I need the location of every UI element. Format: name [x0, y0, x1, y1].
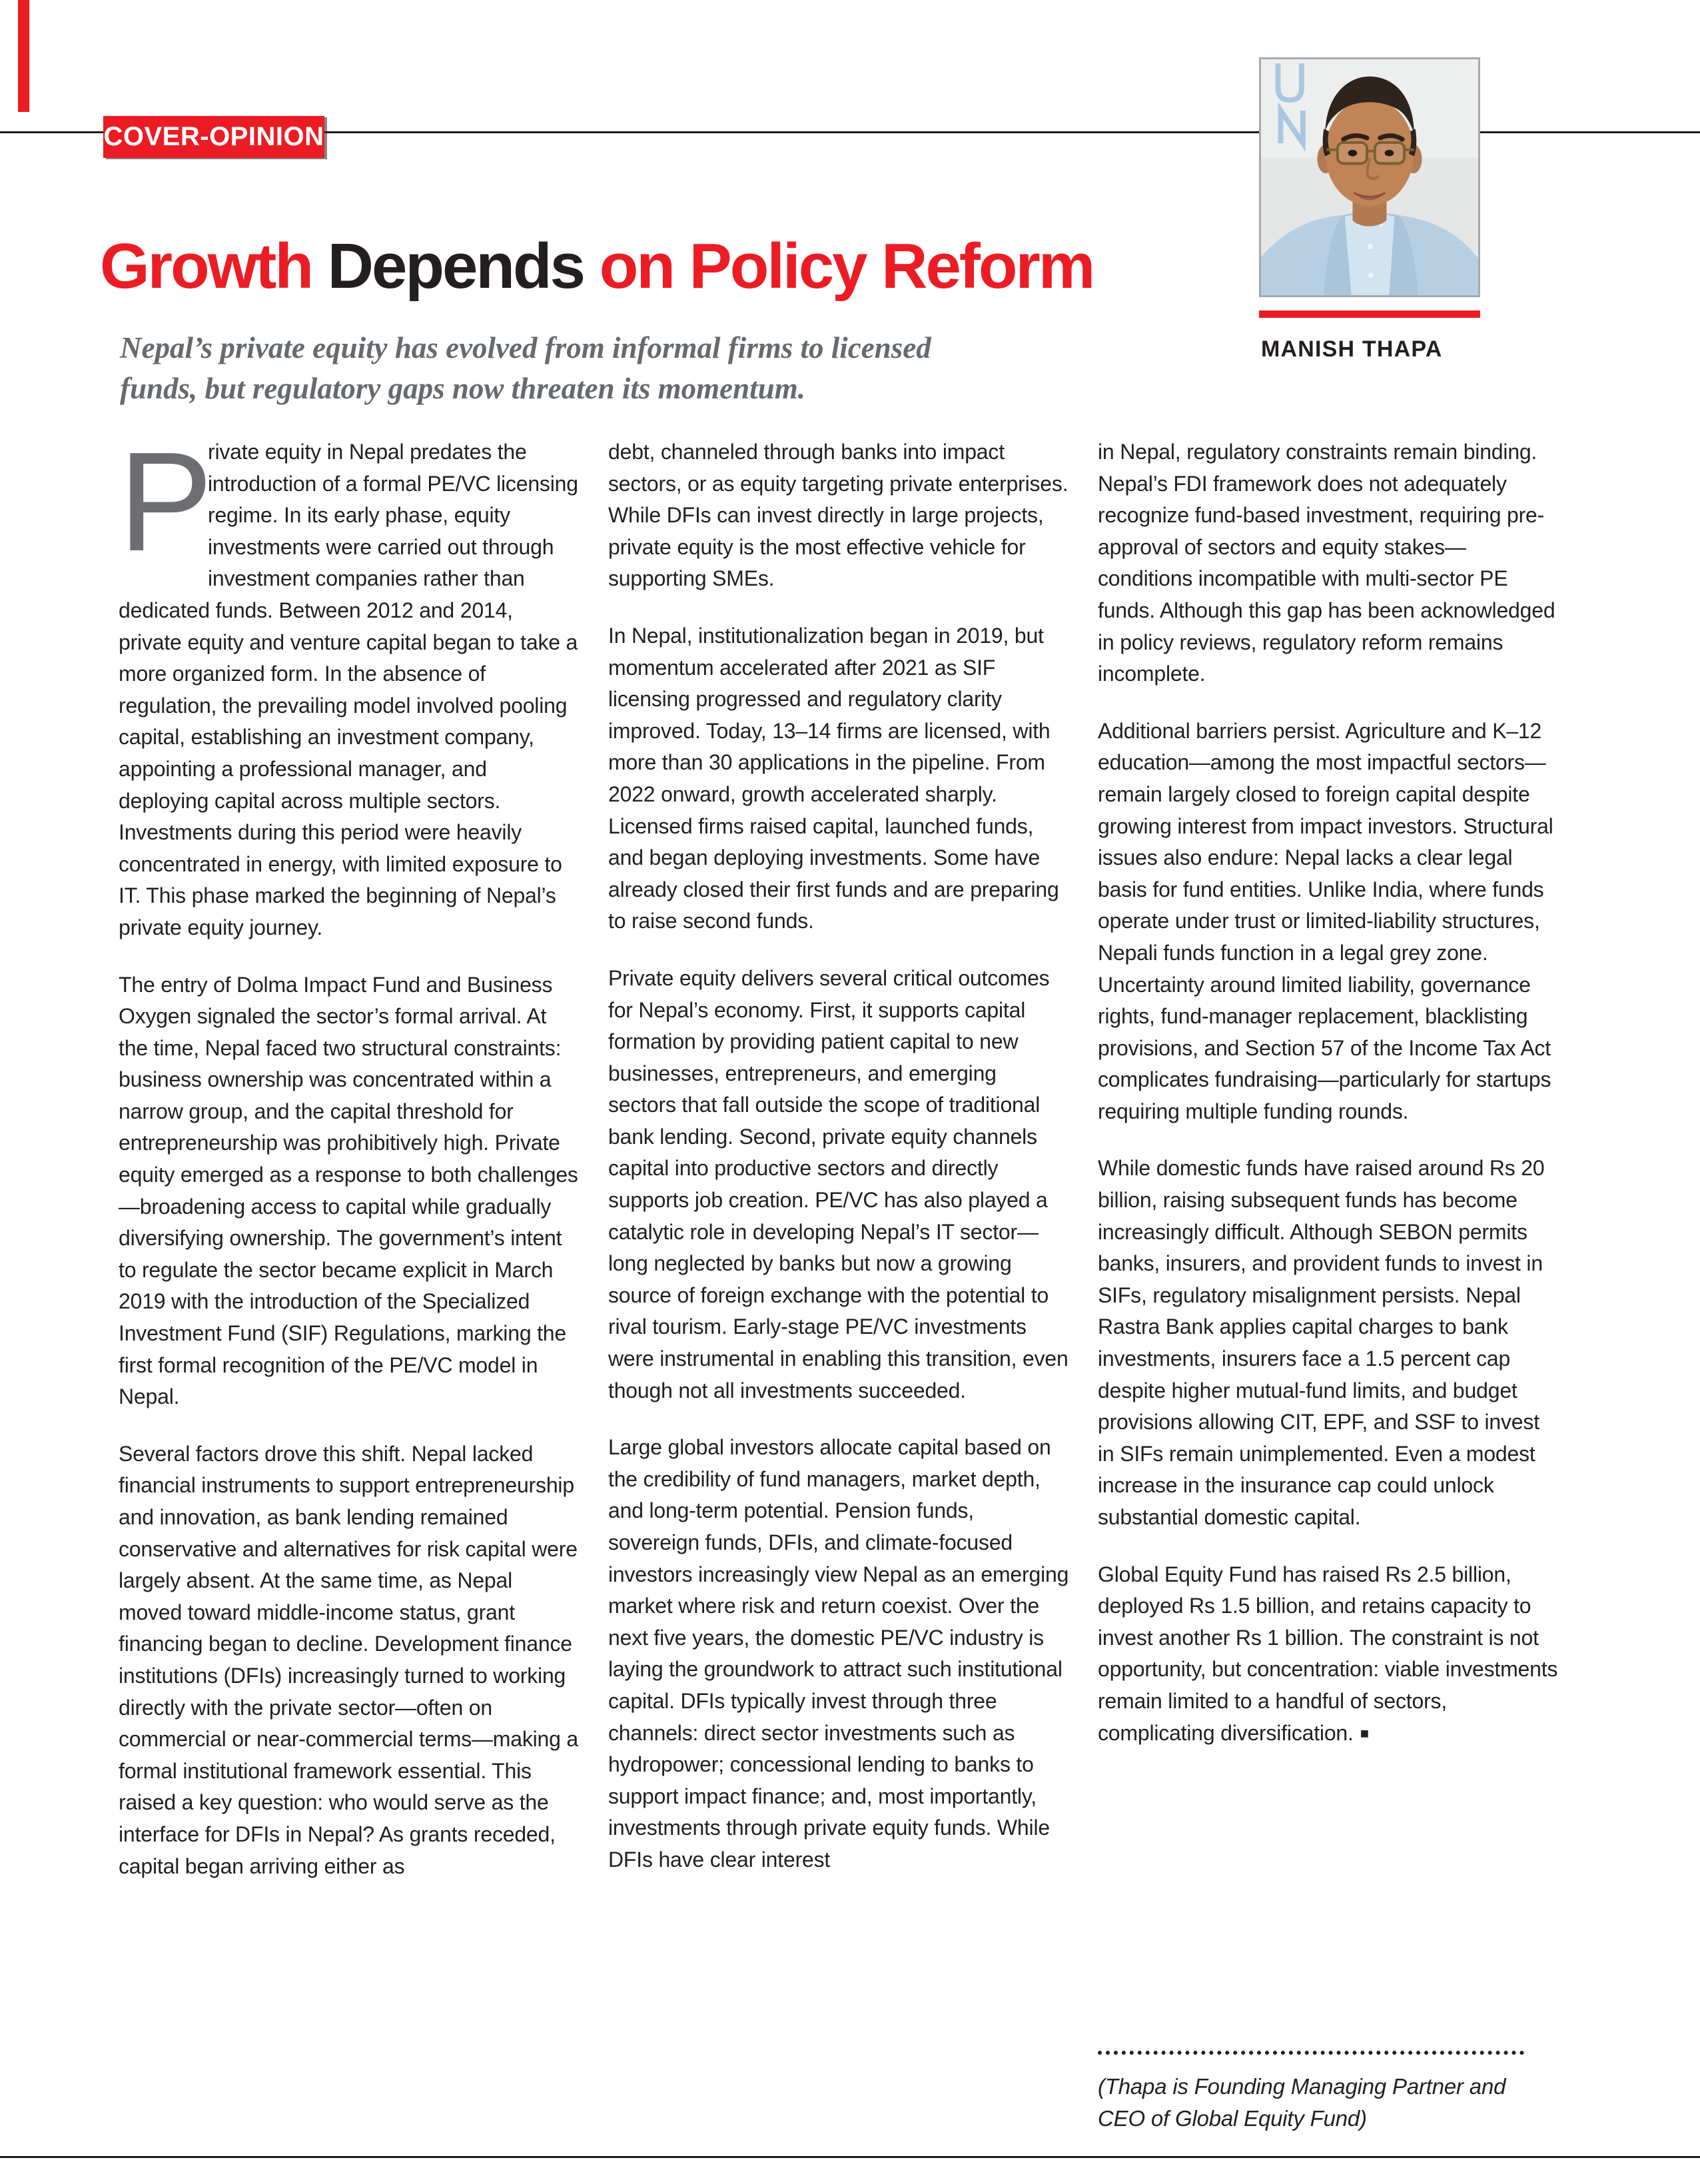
author-name: MANISH THAPA — [1261, 336, 1443, 362]
section-badge-label: COVER-OPINION — [103, 122, 324, 151]
article-column-2 — [608, 436, 1069, 1876]
paragraph-text: Global Equity Fund has raised Rs 2.5 billion, deployed Rs 1.5 billion, and retains capacity to invest another Rs 1 billion. The constraint is not opportunity, but concentration: viable investments remain limited to a handful of sectors, complicating diversification. — [1098, 1562, 1558, 1745]
section-badge — [103, 116, 324, 158]
title-part-2: Depends — [327, 231, 584, 302]
photo-underline-bar — [1259, 310, 1480, 318]
paragraph — [119, 422, 580, 944]
footer-rule — [0, 2156, 1700, 2158]
paragraph — [1098, 1559, 1559, 1750]
subtitle-line-1: Nepal’s private equity has evolved from informal firms to licensed — [120, 331, 931, 364]
end-of-article-mark: ■ — [1360, 1724, 1369, 1742]
article-column-3 — [1098, 436, 1559, 1749]
page-edge-accent-bar — [18, 0, 29, 112]
subtitle-line-2: funds, but regulatory gaps now threaten its momentum. — [120, 372, 805, 405]
article-column-1 — [119, 422, 580, 1882]
author-footnote: (Thapa is Founding Managing Partner and CEO of Global Equity Fund) — [1098, 2074, 1506, 2131]
paragraph: The entry of Dolma Impact Fund and Business Oxygen signaled the sector’s formal arrival. At the time, Nepal faced two structural constraints: business ownership was concentrated within a narrow group, and the capital threshold for entrepreneurship was prohibitively high. Private equity emerged as a response to both challenges—broadening access to capital while gradually diversifying ownership. The government’s intent to regulate the sector became explicit in March 2019 with the introduction of the Specialized Investment Fund (SIF) Regulations, marking the first formal recognition of the PE/VC model in Nepal. — [119, 972, 578, 1409]
author-portrait-image — [1261, 59, 1478, 295]
paragraph: Several factors drove this shift. Nepal lacked financial instruments to support entrepreneurship and innovation, as bank lending remained conservative and alternatives for risk capital were largely absent. At the same time, as Nepal moved toward middle-income status, grant financing began to decline. Development finance institutions (DFIs) increasingly turned to working directly with the private sector—often on commercial or near-commercial terms—making a formal institutional framework essential. This raised a key question: who would serve as the interface for DFIs in Nepal? As grants receded, capital began arriving either as — [119, 1441, 579, 1878]
paragraph: Private equity delivers several critical outcomes for Nepal’s economy. First, it supports capital formation by providing patient capital to new businesses, entrepreneurs, and emerging sectors that fall outside the scope of traditional bank lending. Second, private equity channels capital into productive sectors and directly supports job creation. PE/VC has also played a catalytic role in developing Nepal’s IT sector—long neglected by banks but now a growing source of foreign exchange with the potential to rival tourism. Early-stage PE/VC investments were instrumental in enabling this transition, even though not all investments succeeded. — [608, 965, 1068, 1402]
paragraph: debt, channeled through banks into impact sectors, or as equity targeting private enterprises. While DFIs can invest directly in large projects, private equity is the most effective vehicle for supporting SMEs. — [608, 440, 1068, 591]
footnote-divider — [1098, 2051, 1524, 2055]
author-photo — [1259, 57, 1480, 297]
article-title — [100, 231, 1094, 302]
paragraph: Large global investors allocate capital based on the credibility of fund managers, market depth, and long-term potential. Pension funds, sovereign funds, DFIs, and climate-focused investors increasingly view Nepal as an emerging market where risk and return coexist. Over the next five years, the domestic PE/VC industry is laying the groundwork to attract such institutional capital. DFIs typically invest through three channels: direct sector investments such as hydropower; concessional lending to banks to support impact finance; and, most importantly, investments through private equity funds. While DFIs have clear interest — [608, 1435, 1069, 1872]
title-part-3: on Policy Reform — [599, 231, 1094, 302]
title-part-1: Growth — [100, 231, 312, 302]
paragraph-text: rivate equity in Nepal predates the introduction of a formal PE/VC licensing regime. In its early phase, equity investments were carried out through investment companies rather than dedicated funds. Between 2012 and 2014, private equity and venture capital began to take a more organized form. In the absence of regulation, the prevailing model involved pooling capital, establishing an investment company, appointing a professional manager, and deploying capital across multiple sectors. Investments during this period were heavily concentrated in energy, with limited exposure to IT. This phase marked the beginning of Nepal’s private equity journey. — [119, 440, 578, 939]
paragraph: in Nepal, regulatory constraints remain binding. Nepal’s FDI framework does not adequately recognize fund-based investment, requiring pre-approval of sectors and equity stakes—conditions incompatible with multi-sector PE funds. Although this gap has been acknowledged in policy reviews, regulatory reform remains incomplete. — [1098, 440, 1555, 686]
article-subtitle — [120, 328, 1252, 409]
paragraph: Additional barriers persist. Agriculture and K–12 education—among the most impactful sectors—remain largely closed to foreign capital despite growing interest from impact investors. Structural issues also endure: Nepal lacks a clear legal basis for fund entities. Unlike India, where funds operate under trust or limited-liability structures, Nepali funds function in a legal grey zone. Uncertainty around limited liability, governance rights, fund-manager replacement, blacklisting provisions, and Section 57 of the Income Tax Act complicates fundraising—particularly for startups requiring multiple funding rounds. — [1098, 718, 1553, 1123]
drop-cap: P — [119, 422, 213, 580]
eye-left — [1348, 150, 1358, 157]
eye-right — [1385, 150, 1394, 157]
paragraph: While domestic funds have raised around Rs 20 billion, raising subsequent funds has become increasingly difficult. Although SEBON permits banks, insurers, and provident funds to invest in SIFs, regulatory misalignment persists. Nepal Rastra Bank applies capital charges to bank investments, insurers face a 1.5 percent cap despite higher mutual-fund limits, and budget provisions allowing CIT, EPF, and SSF to invest in SIFs remain unimplemented. Even a modest increase in the insurance cap could unlock substantial domestic capital. — [1098, 1156, 1545, 1529]
paragraph: In Nepal, institutionalization began in 2019, but momentum accelerated after 2021 as SIF licensing progressed and regulatory clarity improved. Today, 13–14 firms are licensed, with more than 30 applications in the pipeline. From 2022 onward, growth accelerated sharply. Licensed firms raised capital, launched funds, and began deploying investments. Some have already closed their first funds and are preparing to raise second funds. — [608, 623, 1059, 933]
